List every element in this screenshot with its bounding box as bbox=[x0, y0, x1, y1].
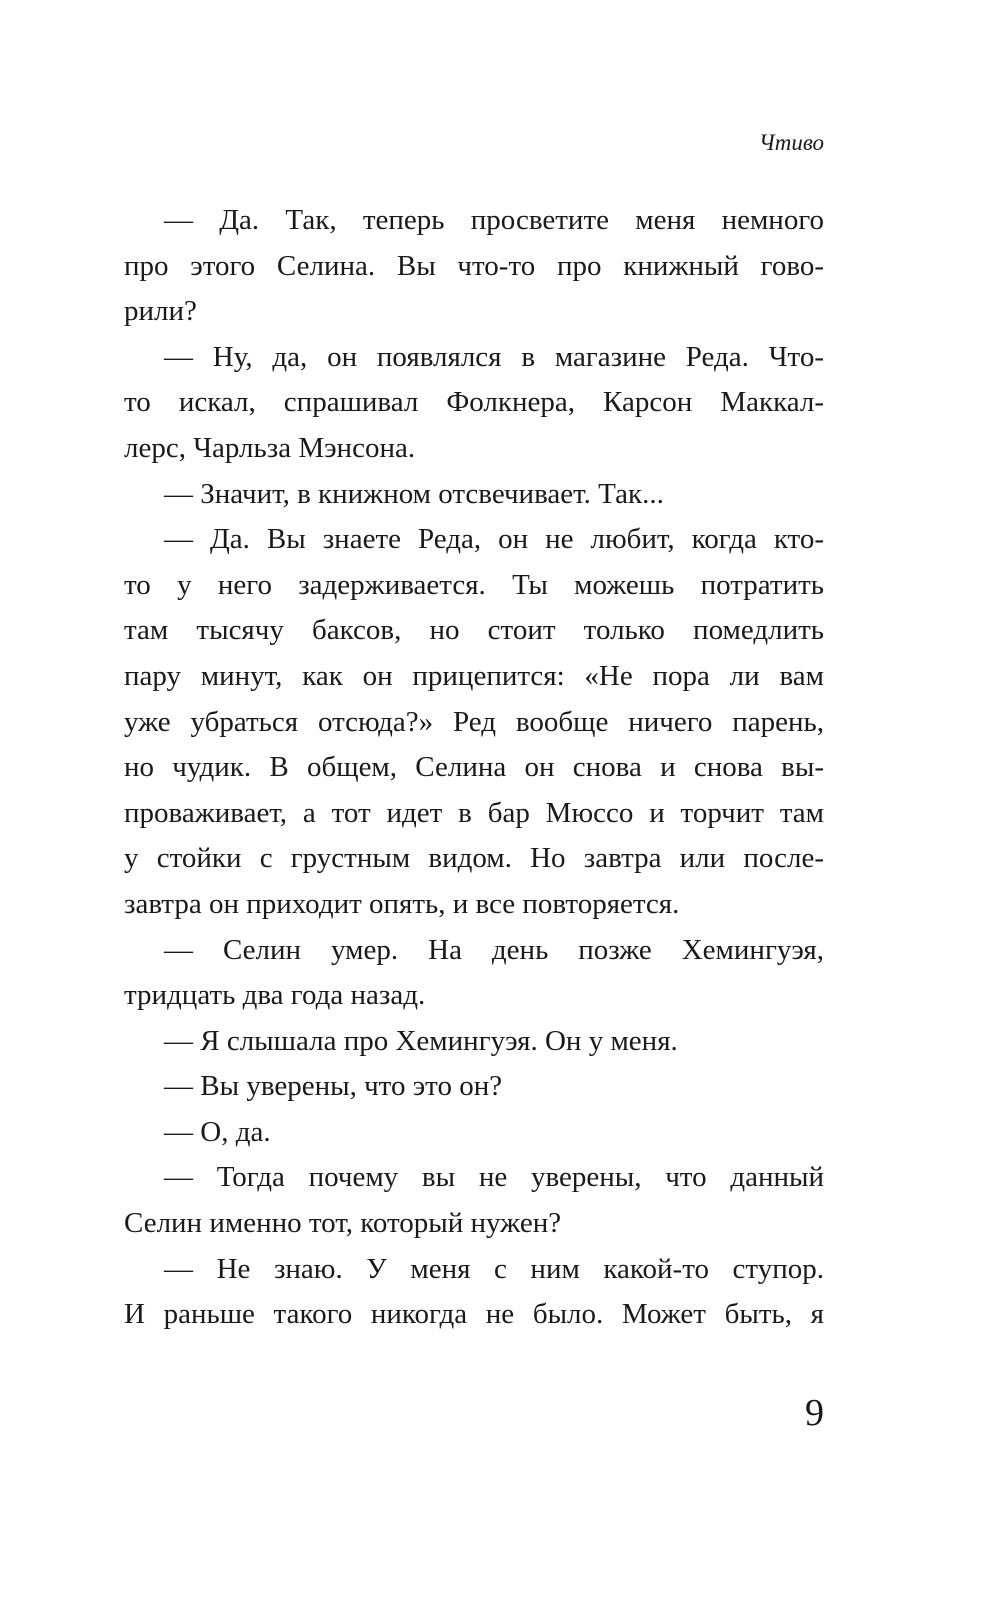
text-line: — Селин умер. На день позже Хемингуэя, bbox=[164, 933, 824, 966]
text-line: но чудик. В общем, Селина он снова и снова вы- bbox=[124, 751, 824, 784]
text-line: рили? bbox=[124, 295, 197, 328]
text-line: — Значит, в книжном отсвечивает. Так... bbox=[164, 477, 664, 510]
text-line: — Да. Вы знаете Реда, он не любит, когда кто- bbox=[164, 523, 824, 556]
text-line: там тысячу баксов, но стоит только помедлить bbox=[124, 614, 824, 647]
running-head-title: Чтиво bbox=[758, 130, 824, 155]
text-line: — Не знаю. У меня с ним какой-то ступор. bbox=[164, 1252, 824, 1285]
text-line: — Да. Так, теперь просветите меня немного bbox=[164, 204, 824, 236]
text-line: у стойки с грустным видом. Но завтра или после- bbox=[124, 842, 824, 875]
text-line: — Ну, да, он появлялся в магазине Реда. Что- bbox=[164, 340, 824, 373]
text-line: — О, да. bbox=[164, 1115, 271, 1148]
text-line: тридцать два года назад. bbox=[124, 979, 426, 1012]
text-line: то у него задерживается. Ты можешь потратить bbox=[124, 568, 824, 601]
text-line: лерс, Чарльза Мэнсона. bbox=[124, 431, 416, 464]
page-number: 9 bbox=[805, 1392, 824, 1434]
text-line: про этого Селина. Вы что-то про книжный гово- bbox=[124, 249, 824, 282]
text-line: уже убраться отсюда?» Ред вообще ничего парень, bbox=[124, 705, 824, 738]
page-body-text bbox=[124, 198, 824, 1338]
text-line: — Тогда почему вы не уверены, что данный bbox=[164, 1161, 824, 1194]
text-line: — Я слышала про Хемингуэя. Он у меня. bbox=[164, 1024, 678, 1057]
text-line: И раньше такого никогда не было. Может быть, я bbox=[124, 1298, 824, 1331]
text-line: завтра он приходит опять, и все повторяется. bbox=[124, 887, 680, 920]
text-line: Селин именно тот, который нужен? bbox=[124, 1207, 562, 1240]
text-line: проваживает, а тот идет в бар Мюссо и торчит там bbox=[124, 796, 824, 829]
text-line: пару минут, как он прицепится: «Не пора ли вам bbox=[124, 659, 824, 692]
text-line: — Вы уверены, что это он? bbox=[164, 1070, 503, 1103]
text-line: то искал, спрашивал Фолкнера, Карсон Маккал- bbox=[124, 386, 824, 419]
